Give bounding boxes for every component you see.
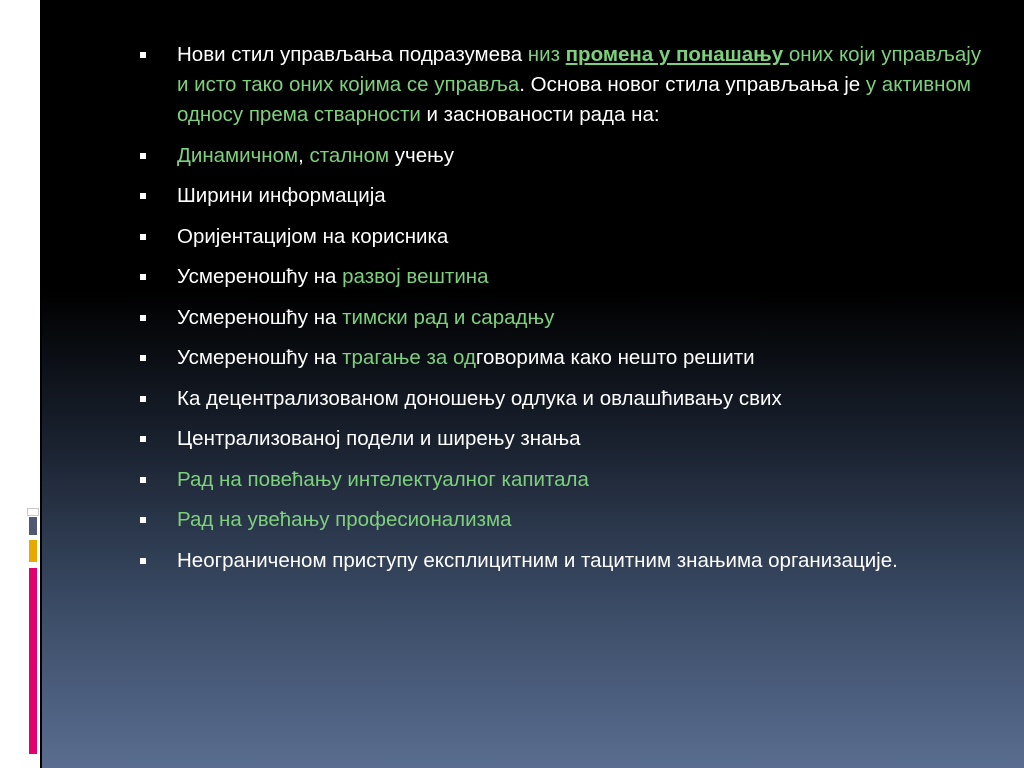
- text-segment: Рад на увећању професионализма: [177, 508, 512, 531]
- text-segment: у активном односу према стварности: [177, 73, 971, 126]
- text-segment: Неограниченом приступу експлицитним и тацитним знањима организације.: [177, 548, 898, 572]
- text-segment: Усмереношћу на: [177, 305, 343, 329]
- bullet-item: [140, 222, 990, 252]
- text-segment: Централизованој подели и ширењу знања: [177, 427, 581, 450]
- bullet-item: [140, 343, 990, 373]
- slide-edge-line: [40, 0, 42, 768]
- text-segment: развој вештина: [342, 265, 489, 288]
- decor-square-icon: [27, 508, 39, 516]
- text-segment: ,: [298, 143, 310, 167]
- text-segment: тимски рад и сарадњу: [342, 305, 555, 329]
- text-segment: Рад на повећању интелектуалног капитала: [177, 467, 589, 491]
- slide-content: [140, 40, 990, 586]
- bullet-item: [140, 465, 990, 495]
- text-segment: Ка децентрализованом доношењу одлука и овлашћивању свих: [177, 386, 782, 410]
- accent-bar-grey: [29, 517, 37, 535]
- text-segment: Усмереношћу на: [177, 265, 343, 288]
- text-segment: Усмереношћу на: [177, 346, 343, 369]
- bullet-item: [140, 40, 990, 130]
- bullet-item: [140, 141, 990, 171]
- text-segment: сталном: [309, 143, 390, 167]
- bullet-item: [140, 424, 990, 454]
- text-segment: промена у понашању: [565, 43, 789, 66]
- text-segment: низ: [527, 43, 566, 66]
- bullet-item: [140, 303, 990, 333]
- accent-bar-gold: [29, 540, 37, 562]
- text-segment: Нови стил управљања подразумева: [177, 43, 528, 66]
- text-segment: Оријентацијом на корисника: [177, 224, 449, 248]
- accent-bar-pink: [29, 568, 37, 754]
- bullet-item: [140, 546, 990, 576]
- text-segment: и засновaности рада на:: [420, 103, 660, 126]
- text-segment: учењу: [389, 143, 455, 167]
- text-segment: оних који управљају и исто тако оних којима се управља: [177, 43, 982, 96]
- bullet-item: [140, 505, 990, 535]
- bullet-list: [140, 40, 990, 576]
- bullet-item: [140, 181, 990, 211]
- text-segment: Динамичном: [177, 143, 299, 167]
- text-segment: говорима како нешто решити: [475, 346, 755, 369]
- text-segment: . Основа новог стила управљања је: [519, 73, 866, 96]
- bullet-item: [140, 384, 990, 414]
- text-segment: трагање за од: [342, 346, 476, 369]
- text-segment: Ширини информација: [177, 184, 386, 207]
- bullet-item: [140, 262, 990, 292]
